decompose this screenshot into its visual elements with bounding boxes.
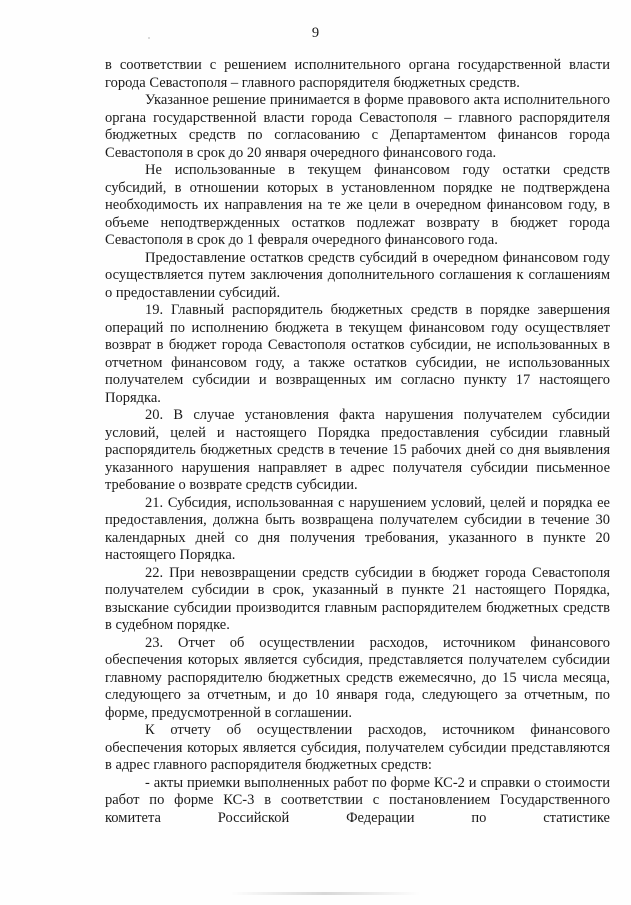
paragraph-item-22: 22. При невозвращении средств субсидии в бюджет города Севастополя получателем субсидии в срок, указанный в пункте 21 настоящего Порядка, взыскание субсидии производится главным распорядителем бюджетных средств в судебном порядке. (105, 564, 610, 633)
scan-shadow (230, 892, 420, 895)
paragraph-decision-form: Указанное решение принимается в форме правового акта исполнительного органа государственной власти города Севастополя – главного распорядителя бюджетных средств по согласованию с Департаментом финансов города Севастополя в срок до 20 января очередного финансового года. (105, 92, 610, 161)
scan-speck (148, 37, 150, 39)
paragraph-continuation: в соответствии с решением исполнительного органа государственной власти города Севастополя – главного распорядителя бюджетных средств. (105, 57, 610, 91)
paragraph-balance-provision: Предоставление остатков средств субсидий в очередном финансовом году осуществляется путем заключения дополнительного соглашения к соглашениям о предоставлении субсидий. (105, 249, 610, 301)
document-body (105, 57, 610, 827)
page-number: 9 (311, 25, 320, 41)
paragraph-unused-balances: Не использованные в текущем финансовом году остатки средств субсидий, в отношении которых в установленном порядке не подтверждена необходимость их направления на те же цели в очередном финансовом году, в объеме неподтвержденных остатков подлежат возврату в бюджет города Севастополя в срок до 1 февраля очередного финансового года. (105, 162, 610, 248)
paragraph-item-19: 19. Главный распорядитель бюджетных средств в порядке завершения операций по исполнению бюджета в текущем финансовом году осуществляет возврат в бюджет города Севастополя остатков субсидии, не использованных в отчетном финансовом году, а также остатков субсидии, не использованных получателем субсидии и возвращенных им согласно пункту 17 настоящего Порядка. (105, 302, 610, 406)
paragraph-item-23: 23. Отчет об осуществлении расходов, источником финансового обеспечения которых является субсидия, представляется получателем субсидии главному распорядителю бюджетных средств ежемесячно, до 15 числа месяца, следующего за отчетным, и до 10 января года, следующего за отчетным, по форме, предусмотренной в соглашении. (105, 634, 610, 721)
paragraph-item-21: 21. Субсидия, использованная с нарушением условий, целей и порядка ее предоставления, должна быть возвращена получателем субсидии в течение 30 календарных дней со дня получения требования, указанного в пункте 20 настоящего Порядка. (105, 494, 610, 563)
paragraph-report-attachments: К отчету об осуществлении расходов, источником финансового обеспечения которых является субсидия, получателем субсидии представляются в адрес главного распорядителя бюджетных средств: (105, 722, 610, 773)
paragraph-item-20: 20. В случае установления факта нарушения получателем субсидии условий, целей и настоящего Порядка предоставления субсидии главный распорядитель бюджетных средств в течение 15 рабочих дней со дня выявления указанного нарушения направляет в адрес получателя субсидии письменное требование о возврате средств субсидии. (105, 407, 610, 493)
paragraph-list-item-acts: - акты приемки выполненных работ по форме КС-2 и справки о стоимости работ по форме КС-3 в соответствии с постановлением Государственного комитета Российской Федерации по статистике (105, 774, 610, 826)
